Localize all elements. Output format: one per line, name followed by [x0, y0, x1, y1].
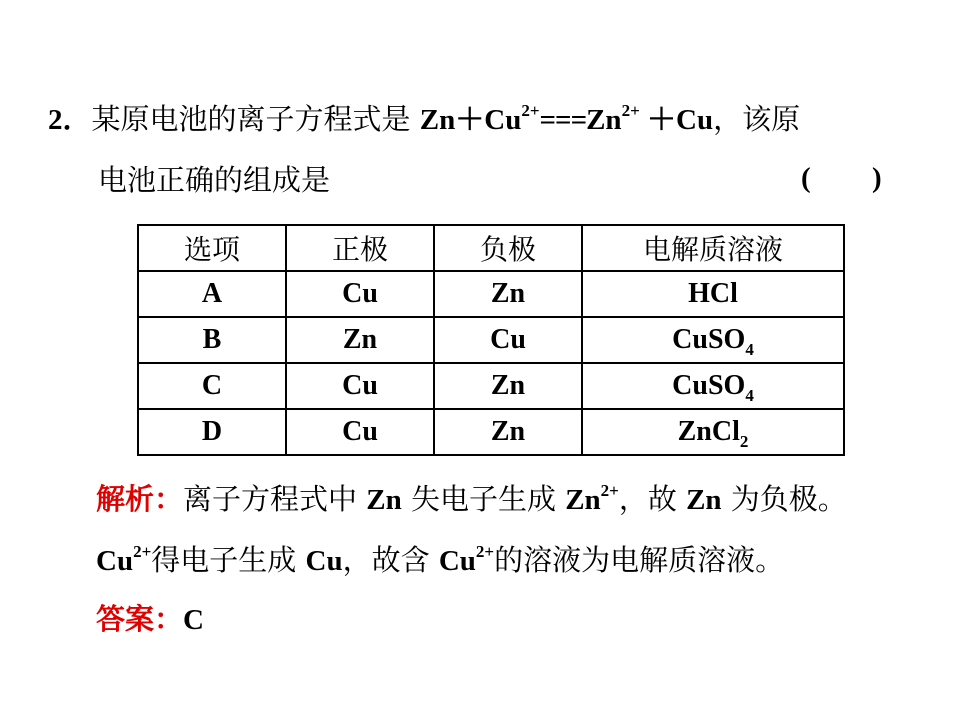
cell-positive: Cu [286, 363, 434, 409]
table-row [138, 409, 844, 455]
formula-cu: Cu [305, 545, 343, 577]
analysis-text: 得电子生成 [151, 543, 297, 577]
answer-value: C [183, 604, 204, 636]
question-line-2 [98, 160, 330, 200]
analysis-text: ，故 [618, 482, 677, 516]
analysis-text: ，故含 [342, 543, 430, 577]
cell-positive: Cu [286, 409, 434, 455]
analysis-text: 的溶液为电解质溶液。 [494, 543, 785, 577]
formula-zn: Zn [686, 484, 722, 516]
header-electrolyte: 电解质溶液 [582, 225, 844, 271]
cell-positive: Cu [286, 271, 434, 317]
cell-negative: Zn [434, 409, 582, 455]
analysis-label: 解析： [96, 482, 184, 516]
header-option: 选项 [138, 225, 286, 271]
question-text-line-2: 电池正确的组成是 [98, 163, 331, 197]
table-row [138, 317, 844, 363]
formula-cu-ion: $Cu^{2+}$ [438, 542, 495, 577]
header-positive: 正极 [286, 225, 434, 271]
analysis-text: 为负极。 [730, 482, 847, 516]
analysis-line-2 [96, 540, 784, 581]
cell-electrolyte: HCl [582, 271, 844, 317]
cell-option: D [138, 409, 286, 455]
answer-line [96, 599, 204, 640]
question-line-1 [48, 99, 800, 140]
header-negative: 负极 [434, 225, 582, 271]
ionic-equation: $Zn+Cu^{2+}===Zn^{2+} +Cu$ [419, 101, 714, 136]
cell-option: A [138, 271, 286, 317]
table-row [138, 271, 844, 317]
analysis-text: 离子方程式中 [183, 482, 358, 516]
options-table [137, 224, 845, 456]
cell-negative: Zn [434, 363, 582, 409]
cell-negative: Zn [434, 271, 582, 317]
formula-zn: Zn [366, 484, 402, 516]
question-text: 某原电池的离子方程式是 [91, 102, 411, 136]
analysis-line-1 [96, 479, 847, 520]
cell-negative: Cu [434, 317, 582, 363]
cell-electrolyte: CuSO$_4$ [582, 317, 844, 363]
cell-electrolyte: ZnCl$_2$ [582, 409, 844, 455]
formula-zn-ion: $Zn^{2+}$ [565, 481, 619, 516]
answer-blank-close: ) [872, 162, 882, 194]
question-number: 2． [48, 104, 92, 136]
cell-electrolyte: CuSO$_4$ [582, 363, 844, 409]
table-header-row [138, 225, 844, 271]
cell-positive: Zn [286, 317, 434, 363]
cell-option: B [138, 317, 286, 363]
formula-cu-ion: $Cu^{2+}$ [96, 542, 152, 577]
answer-blank-open: ( [801, 162, 811, 194]
answer-label: 答案： [96, 602, 184, 636]
question-text-continued: ，该原 [713, 102, 801, 136]
table-row [138, 363, 844, 409]
analysis-text: 失电子生成 [410, 482, 556, 516]
cell-option: C [138, 363, 286, 409]
